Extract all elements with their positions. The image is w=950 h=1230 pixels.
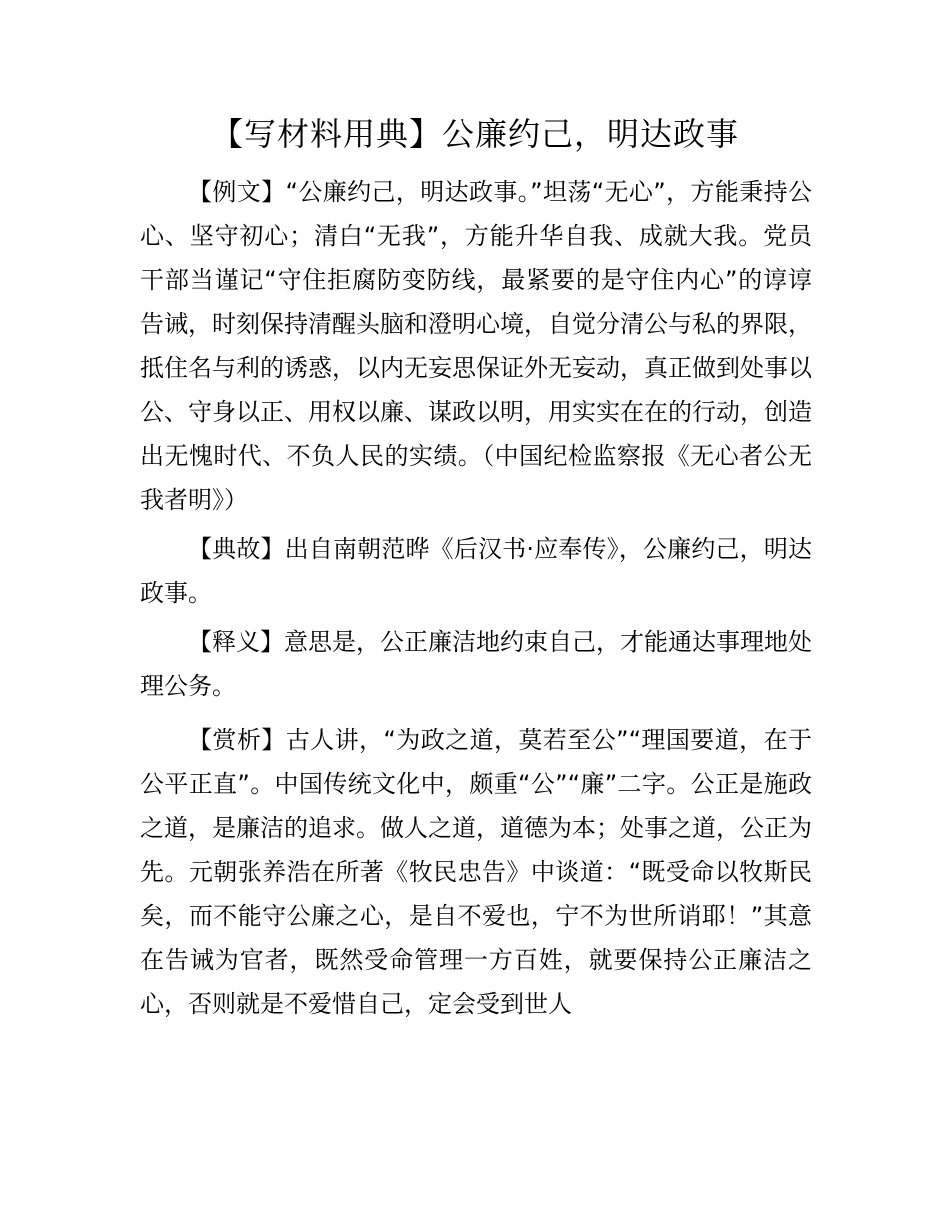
- appreciation-paragraph: [140, 718, 812, 1026]
- appreciation-label: 【赏析】: [188, 726, 286, 754]
- allusion-label: 【典故】: [188, 535, 285, 563]
- meaning-label: 【释义】: [188, 628, 284, 656]
- allusion-text: 出自南朝范晔《后汉书·应奉传》，公廉约己，明达政事。: [140, 535, 812, 607]
- example-label: 【例文】: [188, 178, 286, 206]
- example-text: “公廉约己，明达政事。”坦荡“无心”，方能秉持公心、坚守初心；清白“无我”，方能升华自我、成就大我。党员干部当谨记“守住拒腐防变防线，最紧要的是守住内心”的谆谆告诫，时刻保持清醒头脑和澄明心境，自觉分清公与私的界限，抵住名与利的诱惑，以内无妄思保证外无妄动，真正做到处事以公、守身以正、用权以廉、谋政以明，用实实在在的行动，创造出无愧时代、不负人民的实绩。（中国纪检监察报《无心者公无我者明》）: [140, 178, 813, 514]
- example-paragraph: [140, 170, 812, 522]
- allusion-paragraph: [140, 527, 812, 615]
- meaning-paragraph: [140, 620, 812, 708]
- appreciation-text: 古人讲，“为政之道，莫若至公”“理国要道，在于公平正直”。中国传统文化中，颇重“公”“廉”二字。公正是施政之道，是廉洁的追求。做人之道，道德为本；处事之道，公正为先。元朝张养浩在所著《牧民忠告》中谈道：“既受命以牧斯民矣，而不能守公廉之心，是自不爱也，宁不为世所诮耶！”其意在告诫为官者，既然受命管理一方百姓，就要保持公正廉洁之心，否则就是不爱惜自己，定会受到世人: [140, 726, 812, 1018]
- page-title: 【写材料用典】公廉约己，明达政事: [210, 115, 739, 153]
- meaning-text: 意思是，公正廉洁地约束自己，才能通达事理地处理公务。: [140, 628, 812, 700]
